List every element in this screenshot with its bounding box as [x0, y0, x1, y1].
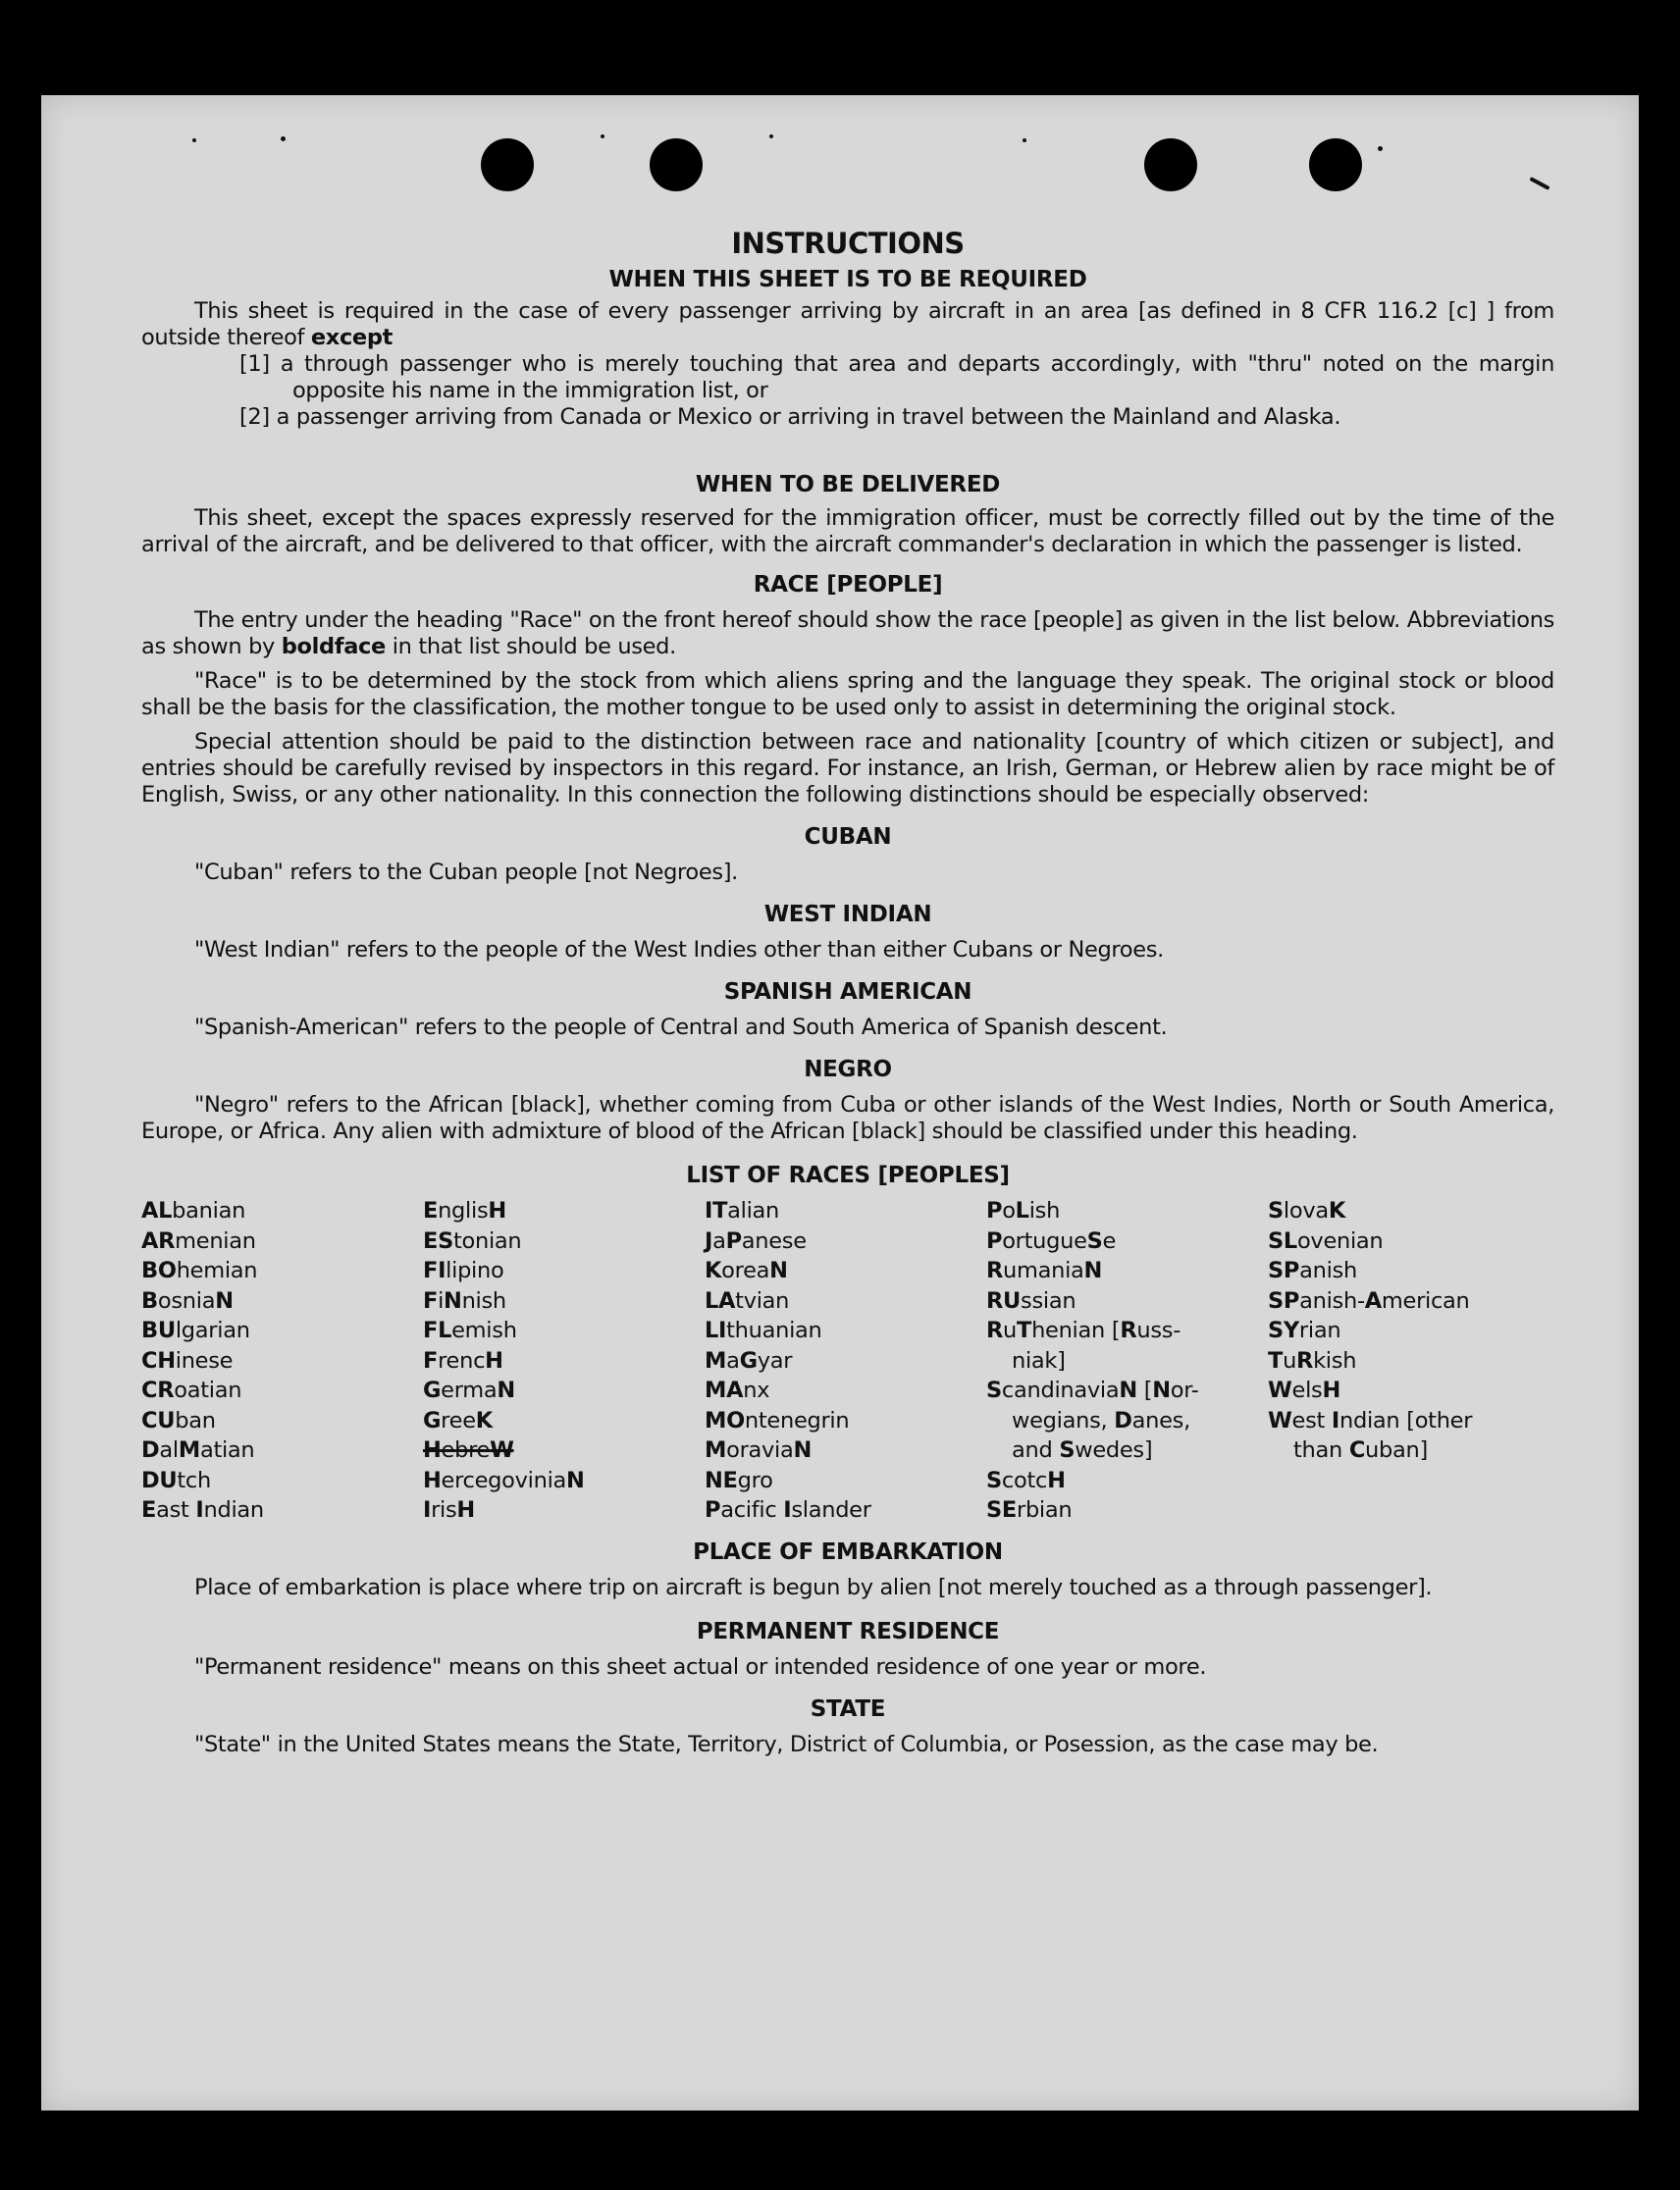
race-entry: niak] — [1012, 1347, 1066, 1374]
race-entry: DalMatian — [141, 1437, 255, 1463]
race-entry: CRoatian — [141, 1378, 242, 1403]
residence-heading: PERMANENT RESIDENCE — [696, 1618, 1000, 1644]
instructions-content — [141, 226, 1554, 1758]
negro-text: "Negro" refers to the African [black], whether coming from Cuba or other islands of the West Indies, North or South America, Europe, or Africa. Any alien with admixture of blood of the African [black] should be classified under this heading. — [141, 1092, 1554, 1144]
race-entry: PortugueSe — [986, 1227, 1117, 1254]
race-entry: BUlgarian — [141, 1318, 250, 1343]
race-entry: KoreaN — [705, 1258, 788, 1283]
punch-hole — [1309, 138, 1362, 191]
race-entry: SPanish-American — [1268, 1287, 1470, 1314]
race-entry: RuThenian [Russ- — [986, 1318, 1181, 1343]
embarkation-heading: PLACE OF EMBARKATION — [693, 1538, 1003, 1565]
when-required-heading: WHEN THIS SHEET IS TO BE REQUIRED — [608, 267, 1087, 292]
race-entry: ScandinaviaN [Nor- — [986, 1378, 1199, 1403]
race-entry: SYrian — [1268, 1318, 1341, 1343]
race-entry: FiNnish — [423, 1287, 506, 1314]
race-entry: WelsH — [1268, 1378, 1340, 1403]
spanish-american-text: "Spanish-American" refers to the people of Central and South America of Spanish descent. — [194, 1015, 1168, 1040]
race-entry: GermaN — [423, 1378, 515, 1403]
race-entry: Pacific Islander — [705, 1497, 871, 1523]
punch-hole — [481, 138, 534, 191]
race-entry: EnglisH — [423, 1198, 506, 1224]
race-entry: FrencH — [423, 1347, 503, 1374]
west-indian-heading: WEST INDIAN — [763, 902, 932, 927]
race-entry: NEgro — [705, 1467, 773, 1493]
race-entry — [1268, 1495, 1554, 1526]
speck — [1023, 138, 1026, 142]
when-delivered-heading: WHEN TO BE DELIVERED — [695, 472, 1001, 497]
race-entry: IrisH — [423, 1497, 475, 1523]
race-entry — [1268, 1466, 1554, 1496]
race-entry: SPanish — [1268, 1258, 1357, 1283]
state-heading: STATE — [810, 1695, 886, 1722]
race-paragraph-3: Special attention should be paid to the distinction between race and nationality [country of which citizen or subject], and entries should be carefully revised by inspectors in this regard. For instance, an Irish, German, or Hebrew alien by race might be of English, Swiss, or any other nationality. In this connection the following distinctions should be especially observed: — [141, 729, 1554, 808]
punch-hole — [1144, 138, 1197, 191]
speck — [281, 136, 286, 141]
speck — [1378, 146, 1383, 151]
cuban-text: "Cuban" refers to the Cuban people [not Negroes]. — [194, 860, 738, 885]
race-entry: SLovenian — [1268, 1227, 1384, 1254]
speck — [192, 138, 196, 142]
race-entry: LAtvian — [705, 1287, 790, 1314]
speck — [1529, 177, 1549, 190]
race-entry: HebreW — [423, 1437, 514, 1463]
race-entry: CUban — [141, 1407, 216, 1434]
race-entry: FIlipino — [423, 1258, 504, 1283]
race-heading: RACE [PEOPLE] — [753, 572, 943, 598]
race-entry: CHinese — [141, 1347, 234, 1374]
race-entry: FLemish — [423, 1318, 517, 1343]
race-entry: HercegoviniaN — [423, 1467, 585, 1493]
list-of-races-table — [141, 1196, 1554, 1526]
residence-text: "Permanent residence" means on this sheet actual or intended residence of one year or more. — [194, 1653, 1207, 1680]
race-p1-text-c: in that list should be used. — [385, 634, 676, 659]
race-entry: PoLish — [986, 1198, 1061, 1224]
when-required-intro-text: This sheet is required in the case of every passenger arriving by aircraft in an area [as defined in 8 CFR 116.2 [c] ] from outside thereof — [141, 298, 1554, 350]
west-indian-text: "West Indian" refers to the people of the West Indies other than either Cubans or Negroes. — [194, 937, 1164, 963]
race-entry: ALbanian — [141, 1198, 246, 1224]
race-p1-text-a: The entry under the heading "Race" on the front hereof should show the race [people] as given in the list below. Abbreviations as shown by — [141, 607, 1554, 659]
race-entry: MOntenegrin — [705, 1407, 850, 1434]
race-entry: TuRkish — [1268, 1347, 1357, 1374]
when-delivered-text: This sheet, except the spaces expressly reserved for the immigration officer, must be correctly filled out by the time of the arrival of the aircraft, and be delivered to that officer, with the aircraft commander's declaration in which the passenger is listed. — [141, 505, 1554, 557]
race-entry: ITalian — [705, 1198, 780, 1224]
when-required-item-1: [1] a through passenger who is merely touching that area and departs accordingly, with "thru" noted on the margin opposite his name in the immigration list, or — [239, 351, 1554, 403]
race-entry: SErbian — [986, 1497, 1073, 1523]
race-entry: EStonian — [423, 1227, 522, 1254]
embarkation-text: Place of embarkation is place where trip on aircraft is begun by alien [not merely touched as a through passenger]. — [194, 1574, 1433, 1600]
when-required-intro — [141, 298, 1554, 351]
page-title: INSTRUCTIONS — [731, 227, 965, 260]
when-required-except: except — [310, 325, 394, 350]
race-entry: DUtch — [141, 1467, 211, 1493]
spanish-american-heading: SPANISH AMERICAN — [723, 979, 972, 1005]
race-entry: ScotcH — [986, 1467, 1066, 1493]
race-entry: BOhemian — [141, 1258, 258, 1283]
race-entry: MoraviaN — [705, 1437, 813, 1463]
race-paragraph-2: "Race" is to be determined by the stock from which aliens spring and the language they speak. The original stock or blood shall be the basis for the classification, the mother tongue to be used only to assist in determining the original stock. — [141, 668, 1554, 720]
race-entry: East Indian — [141, 1497, 264, 1523]
race-entry: West Indian [other — [1268, 1407, 1473, 1434]
race-entry: BosniaN — [141, 1287, 234, 1314]
race-entry: wegians, Danes, — [1012, 1407, 1190, 1434]
document-sheet — [41, 95, 1639, 2111]
speck — [601, 134, 604, 138]
state-text: "State" in the United States means the State, Territory, District of Columbia, or Posession, as the case may be. — [194, 1731, 1379, 1757]
list-of-races-heading: LIST OF RACES [PEOPLES] — [686, 1163, 1010, 1188]
race-paragraph-1 — [141, 607, 1554, 660]
race-entry: ARmenian — [141, 1227, 256, 1254]
race-entry: GreeK — [423, 1407, 493, 1434]
speck — [769, 134, 773, 138]
race-entry: JaPanese — [705, 1227, 807, 1254]
race-entry: and Swedes] — [1012, 1437, 1153, 1463]
race-entry: RUssian — [986, 1287, 1076, 1314]
cuban-heading: CUBAN — [804, 824, 892, 850]
race-entry: SlovaK — [1268, 1198, 1345, 1224]
race-entry: MaGyar — [705, 1347, 793, 1374]
punch-hole — [650, 138, 703, 191]
negro-heading: NEGRO — [804, 1057, 892, 1082]
race-p1-boldface: boldface — [281, 634, 386, 659]
race-entry: MAnx — [705, 1378, 770, 1403]
when-required-item-2: [2] a passenger arriving from Canada or Mexico or arriving in travel between the Mainland and Alaska. — [239, 404, 1341, 430]
race-entry: RumaniaN — [986, 1258, 1103, 1283]
race-entry: LIthuanian — [705, 1318, 822, 1343]
race-entry: than Cuban] — [1293, 1437, 1428, 1463]
